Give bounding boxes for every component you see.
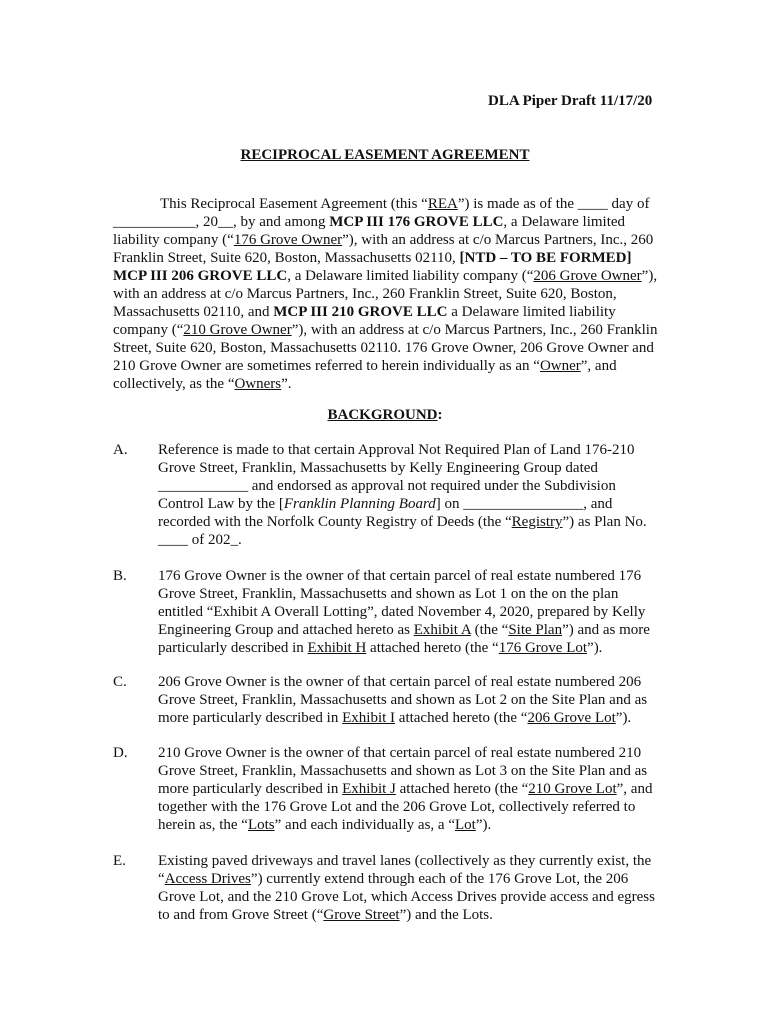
recital-b-text: 176 Grove Owner is the owner of that certain parcel of real estate numbered 176 Grove Street, Franklin, Massachusetts and shown as Lot 1 on the on the plan entitled “Exhibit A Overall Lotting”, dated November 4, 2020, prepared by Kelly Engineering Group and attached hereto as: [158, 568, 646, 638]
intro-text: a Delaware limited liability company (“: [113, 304, 616, 338]
intro-text: ”) is made as of the ____ day of ___________, 20__, by and among: [113, 196, 650, 230]
recital-e-text: ”) and the Lots.: [399, 907, 493, 923]
exhibit-h-ref: Exhibit H: [307, 640, 367, 656]
recital-d-text: ”).: [475, 817, 492, 833]
defined-term-rea: REA: [427, 196, 458, 212]
recital-letter: E.: [113, 853, 126, 869]
recital-c-text: ”).: [615, 710, 632, 726]
recital-d-text: ” and each individually as, a “: [274, 817, 455, 833]
document-title: RECIPROCAL EASEMENT AGREEMENT: [240, 147, 530, 163]
recital-a-text: ”) as Plan No. ____ of 202_.: [158, 514, 647, 548]
intro-text: , a Delaware limited liability company (“: [287, 268, 534, 284]
defined-term-owners: Owners: [234, 376, 282, 392]
defined-term-176-lot: 176 Grove Lot: [498, 640, 588, 656]
draft-label: DLA Piper Draft 11/17/20: [488, 93, 653, 109]
recital-a-text: Reference is made to that certain Approval Not Required Plan of Land 176-210 Grove Street, Franklin, Massachusetts by Kelly Engineering Group dated ____________ and endorsed as approval not required under the Subdivision Control Law by the [: [158, 442, 635, 512]
defined-term-site-plan: Site Plan: [508, 622, 563, 638]
recital-e-text: ”) currently extend through each of the 176 Grove Lot, the 206 Grove Lot, and the 210 Grove Lot, which Access Drives provide access and egress to and from Grove Street (“: [158, 871, 655, 923]
defined-term-access-drives: Access Drives: [164, 871, 251, 887]
intro-text: ”), with an address at c/o Marcus Partners, Inc., 260 Franklin Street, Suite 620, Boston, Massachusetts 02110, and: [113, 268, 658, 320]
recital-letter: D.: [113, 745, 128, 761]
recital-d-text: 210 Grove Owner is the owner of that certain parcel of real estate numbered 210 Grove Street, Franklin, Massachusetts and shown as Lot 3 on the Site Plan and as more particularly described in: [158, 745, 648, 797]
recital-b-text: attached hereto (the “: [366, 640, 499, 656]
recital-letter: C.: [113, 674, 127, 690]
recital-d-text: attached hereto (the “: [395, 781, 529, 797]
intro-text: This Reciprocal Easement Agreement (this “: [160, 196, 428, 212]
recital-b-text: ”) and as more particularly described in: [158, 622, 650, 656]
intro-text: ”), with an address at c/o Marcus Partners, Inc., 260 Franklin Street, Suite 620, Boston, Massachusetts 02110,: [113, 232, 654, 266]
recital-d-text: ”, and together with the 176 Grove Lot and the 206 Grove Lot, collectively referred to herein as, the “: [158, 781, 653, 833]
defined-term-grove-street: Grove Street: [323, 907, 400, 923]
recital-e-text: Existing paved driveways and travel lanes (collectively as they currently exist, the “: [158, 853, 652, 887]
recital-b-text: ”).: [587, 640, 603, 656]
defined-term-206-lot: 206 Grove Lot: [527, 710, 616, 726]
recital-text: [158, 852, 659, 924]
intro-text: ”, and collectively, as the “: [113, 358, 617, 392]
recital-text: [158, 673, 659, 727]
recital-b-text: (the “: [470, 622, 509, 638]
defined-term-registry: Registry: [511, 514, 563, 530]
exhibit-j-ref: Exhibit J: [342, 781, 396, 797]
recital-letter: B.: [113, 568, 127, 584]
party-176-name: MCP III 176 GROVE LLC: [329, 214, 504, 230]
recital-c-text: attached hereto (the “: [395, 710, 528, 726]
exhibit-a-ref: Exhibit A: [413, 622, 471, 638]
defined-term-206-owner: 206 Grove Owner: [533, 268, 642, 284]
party-210-name: MCP III 210 GROVE LLC: [273, 304, 448, 320]
intro-paragraph: [113, 195, 659, 393]
planning-board-name: Franklin Planning Board: [283, 496, 436, 512]
party-206-name: [NTD – TO BE FORMED] MCP III 206 GROVE LLC: [113, 250, 632, 284]
recital-c-text: 206 Grove Owner is the owner of that certain parcel of real estate numbered 206 Grove Street, Franklin, Massachusetts and shown as Lot 2 on the Site Plan and as more particularly described in: [158, 674, 648, 726]
defined-term-owner: Owner: [539, 358, 581, 374]
background-heading: [0, 407, 770, 424]
defined-term-lots: Lots: [247, 817, 275, 833]
background-heading-colon: :: [437, 407, 443, 423]
recital-text: [158, 567, 659, 657]
recital-letter: A.: [113, 442, 128, 458]
defined-term-210-lot: 210 Grove Lot: [528, 781, 617, 797]
intro-text: ”.: [281, 376, 292, 392]
intro-text: ”), with an address at c/o Marcus Partners, Inc., 260 Franklin Street, Suite 620, Boston, Massachusetts 02110. 176 Grove Owner, 206 Grove Owner and 210 Grove Owner are sometimes referred to herein individually as an “: [113, 322, 658, 374]
exhibit-i-ref: Exhibit I: [342, 710, 396, 726]
intro-text: , a Delaware limited liability company (“: [113, 214, 626, 248]
defined-term-176-owner: 176 Grove Owner: [233, 232, 343, 248]
recital-text: [158, 441, 659, 549]
recital-a-text: ] on ________________, and recorded with the Norfolk County Registry of Deeds (the “: [158, 496, 613, 530]
recital-text: [158, 744, 659, 834]
defined-term-210-owner: 210 Grove Owner: [183, 322, 292, 338]
defined-term-lot: Lot: [455, 817, 476, 833]
background-heading-text: BACKGROUND: [327, 407, 438, 423]
